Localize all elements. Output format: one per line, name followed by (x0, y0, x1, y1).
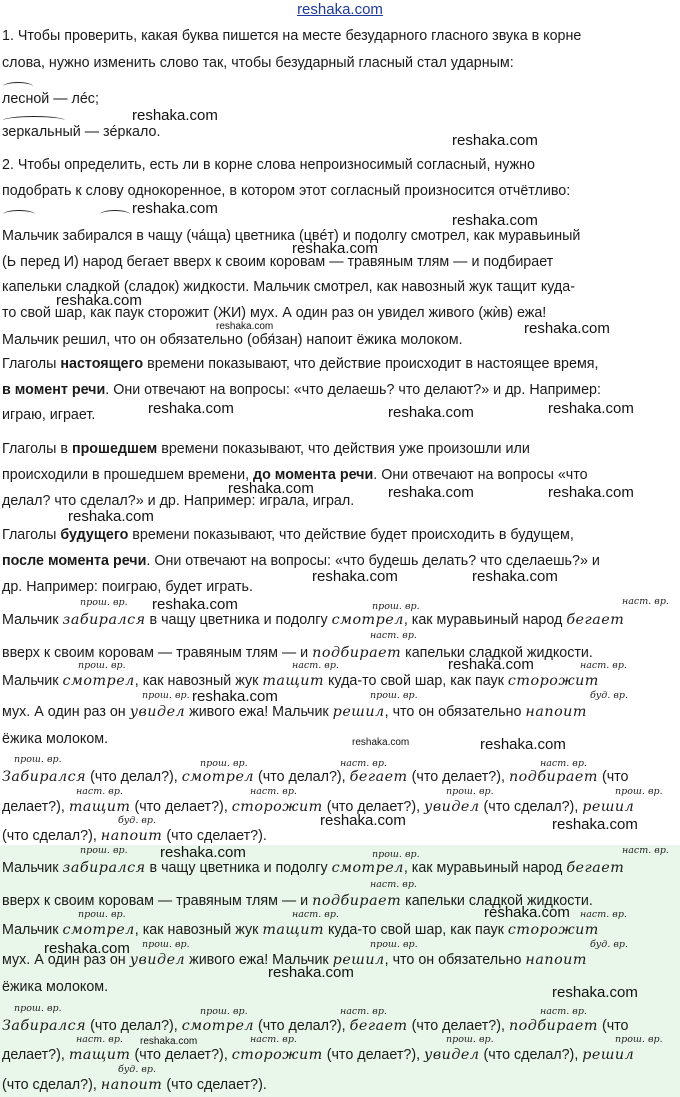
tag-past: прош. вр. (80, 845, 128, 856)
watermark: reshaka.com (56, 292, 142, 309)
root-arc-icon (3, 210, 35, 219)
rule1-example2: зеркальный — зéркало. (2, 124, 161, 140)
rule1-example1: лесной — лéс; (2, 91, 99, 107)
rule2-line1: 2. Чтобы определить, есть ли в корне слова непроизносимый согласный, нужно (2, 157, 535, 173)
block2-line5: ёжика молоком. (2, 979, 109, 995)
tag-present: наст. вр. (250, 786, 297, 797)
tag-present: наст. вр. (76, 786, 123, 797)
watermark: reshaka.com (292, 240, 378, 257)
tag-present: наст. вр. (622, 596, 669, 607)
watermark: reshaka.com (548, 400, 634, 417)
future-line1: Глаголы будущего времени показывают, что действие будет происходить в будущем, (2, 527, 574, 543)
past-line2: происходили в прошедшем времени, до момента речи. Они отвечают на вопросы «что (2, 467, 588, 483)
block1-line4: мух. А один раз он увидел живого ежа! Мальчик решил, что он обязательно напоит (2, 704, 587, 720)
tag-present: наст. вр. (540, 758, 587, 769)
analysis1-line3: (что сделал?), напоит (что сделает?). (2, 828, 267, 844)
tag-past: прош. вр. (142, 939, 190, 950)
tag-past: прош. вр. (370, 939, 418, 950)
tag-present: наст. вр. (540, 1006, 587, 1017)
watermark: reshaka.com (132, 200, 218, 217)
watermark: reshaka.com (160, 844, 246, 861)
rule1-line2: слова, нужно изменить слово так, чтобы безударный гласный стал ударным: (2, 55, 514, 71)
watermark: reshaka.com (148, 400, 234, 417)
tag-present: наст. вр. (622, 845, 669, 856)
watermark: reshaka.com (552, 984, 638, 1001)
present-line3: играю, играет. (2, 407, 96, 423)
root-arc-icon (100, 210, 130, 219)
watermark: reshaka.com (132, 107, 218, 124)
watermark: reshaka.com (44, 940, 130, 957)
tag-past: прош. вр. (446, 786, 494, 797)
future-line3: др. Например: поиграю, будет играть. (2, 579, 253, 595)
watermark: reshaka.com (448, 656, 534, 673)
watermark: reshaka.com (352, 737, 410, 748)
watermark: reshaka.com (192, 688, 278, 705)
tag-future: буд. вр. (118, 815, 156, 826)
tag-present: наст. вр. (292, 660, 339, 671)
tag-present: наст. вр. (292, 909, 339, 920)
tag-past: прош. вр. (80, 597, 128, 608)
past-line3: делал? что сделал?» и др. Например: играла, играл. (2, 493, 355, 509)
tag-past: прош. вр. (446, 1034, 494, 1045)
past-line1: Глаголы в прошедшем времени показывают, что действия уже произошли или (2, 441, 530, 457)
block1-line5: ёжика молоком. (2, 731, 109, 747)
tag-past: прош. вр. (615, 1034, 663, 1045)
tag-past: прош. вр. (78, 660, 126, 671)
site-link[interactable]: reshaka.com (297, 1, 383, 18)
watermark: reshaka.com (452, 132, 538, 149)
block2-line2: вверх к своим коровам — травяным тлям — и подбирает капельки сладкой жидкости. (2, 893, 593, 909)
rule2-line2: подобрать к слову однокоренное, в котором этот согласный произносится отчётливо: (2, 183, 571, 199)
watermark: reshaka.com (524, 320, 610, 337)
watermark: reshaka.com (68, 508, 154, 525)
tag-past: прош. вр. (14, 1003, 62, 1014)
watermark: reshaka.com (228, 480, 314, 497)
text-line2: (Ь перед И) народ бегает вверх к своим коровам — травяным тлям — и подбирает (2, 254, 554, 270)
rule1-line1: 1. Чтобы проверить, какая буква пишется на месте безударного гласного звука в корне (2, 28, 582, 44)
block2-line3: Мальчик смотрел, как навозный жук тащит куда-то свой шар, как паук сторожит (2, 922, 599, 938)
tag-past: прош. вр. (200, 1006, 248, 1017)
tag-present: наст. вр. (250, 1034, 297, 1045)
watermark: reshaka.com (552, 816, 638, 833)
tag-future: буд. вр. (590, 939, 628, 950)
watermark: reshaka.com (140, 1036, 198, 1047)
future-line2: после момента речи. Они отвечают на вопросы: «что будешь делать? что сделаешь?» и (2, 553, 600, 569)
watermark: reshaka.com (320, 812, 406, 829)
watermark: reshaka.com (152, 596, 238, 613)
text-line3: капельки сладкой (сладок) жидкости. Мальчик смотрел, как навозный жук тащит куда- (2, 279, 575, 295)
analysis2-line3: (что сделал?), напоит (что сделает?). (2, 1077, 267, 1093)
tag-past: прош. вр. (370, 690, 418, 701)
analysis1-line1: Забирался (что делал?), смотрел (что делал?), бегает (что делает?), подбирает (что (2, 769, 629, 785)
text-line1: Мальчик забирался в чащу (чáща) цветника (цвéт) и подолгу смотрел, как муравьиный (2, 228, 581, 244)
tag-future: буд. вр. (590, 690, 628, 701)
block2-line4: мух. А один раз он увидел живого ежа! Мальчик решил, что он обязательно напоит (2, 952, 587, 968)
watermark: reshaka.com (548, 484, 634, 501)
analysis2-line1: Забирался (что делал?), смотрел (что делал?), бегает (что делает?), подбирает (что (2, 1018, 629, 1034)
text-line4: то свой шар, как паук сторожит (ЖИ) мух. А один раз он увидел живого (жѝв) ежа! (2, 305, 547, 321)
watermark: reshaka.com (268, 964, 354, 981)
tag-past: прош. вр. (372, 849, 420, 860)
tag-present: наст. вр. (340, 1006, 387, 1017)
tag-past: прош. вр. (615, 786, 663, 797)
block1-line1: Мальчик забирался в чащу цветника и подолгу смотрел, как муравьиный народ бегает (2, 612, 625, 628)
tag-present: наст. вр. (580, 909, 627, 920)
block1-line2: вверх к своим коровам — травяным тлям — и подбирает капельки сладкой жидкости. (2, 645, 593, 661)
tag-past: прош. вр. (14, 754, 62, 765)
analysis2-line2: делает?), тащит (что делает?), сторожит (что делает?), увидел (что сделал?), решил (2, 1047, 635, 1063)
analysis1-line2: делает?), тащит (что делает?), сторожит (что делает?), увидел (что сделал?), решил (2, 799, 635, 815)
tag-present: наст. вр. (370, 879, 417, 890)
tag-present: наст. вр. (580, 660, 627, 671)
watermark: reshaka.com (216, 321, 274, 332)
tag-present: наст. вр. (76, 1034, 123, 1045)
watermark: reshaka.com (452, 212, 538, 229)
tag-present: наст. вр. (370, 630, 417, 641)
watermark: reshaka.com (312, 568, 398, 585)
present-line2: в момент речи. Они отвечают на вопросы: «что делаешь? что делают?» и др. Например: (2, 382, 601, 398)
tag-present: наст. вр. (340, 758, 387, 769)
tag-future: буд. вр. (118, 1064, 156, 1075)
watermark: reshaka.com (484, 904, 570, 921)
text-line5: Мальчик решил, что он обязательно (обя́зан) напоит ёжика молоком. (2, 332, 463, 348)
tag-past: прош. вр. (200, 758, 248, 769)
watermark: reshaka.com (388, 484, 474, 501)
tag-past: прош. вр. (372, 601, 420, 612)
watermark: reshaka.com (472, 568, 558, 585)
block1-line3: Мальчик смотрел, как навозный жук тащит куда-то свой шар, как паук сторожит (2, 673, 599, 689)
tag-past: прош. вр. (78, 909, 126, 920)
present-line1: Глаголы настоящего времени показывают, что действие происходит в настоящее время, (2, 356, 599, 372)
watermark: reshaka.com (388, 404, 474, 421)
watermark: reshaka.com (480, 736, 566, 753)
tag-past: прош. вр. (142, 690, 190, 701)
block2-line1: Мальчик забирался в чащу цветника и подолгу смотрел, как муравьиный народ бегает (2, 860, 625, 876)
